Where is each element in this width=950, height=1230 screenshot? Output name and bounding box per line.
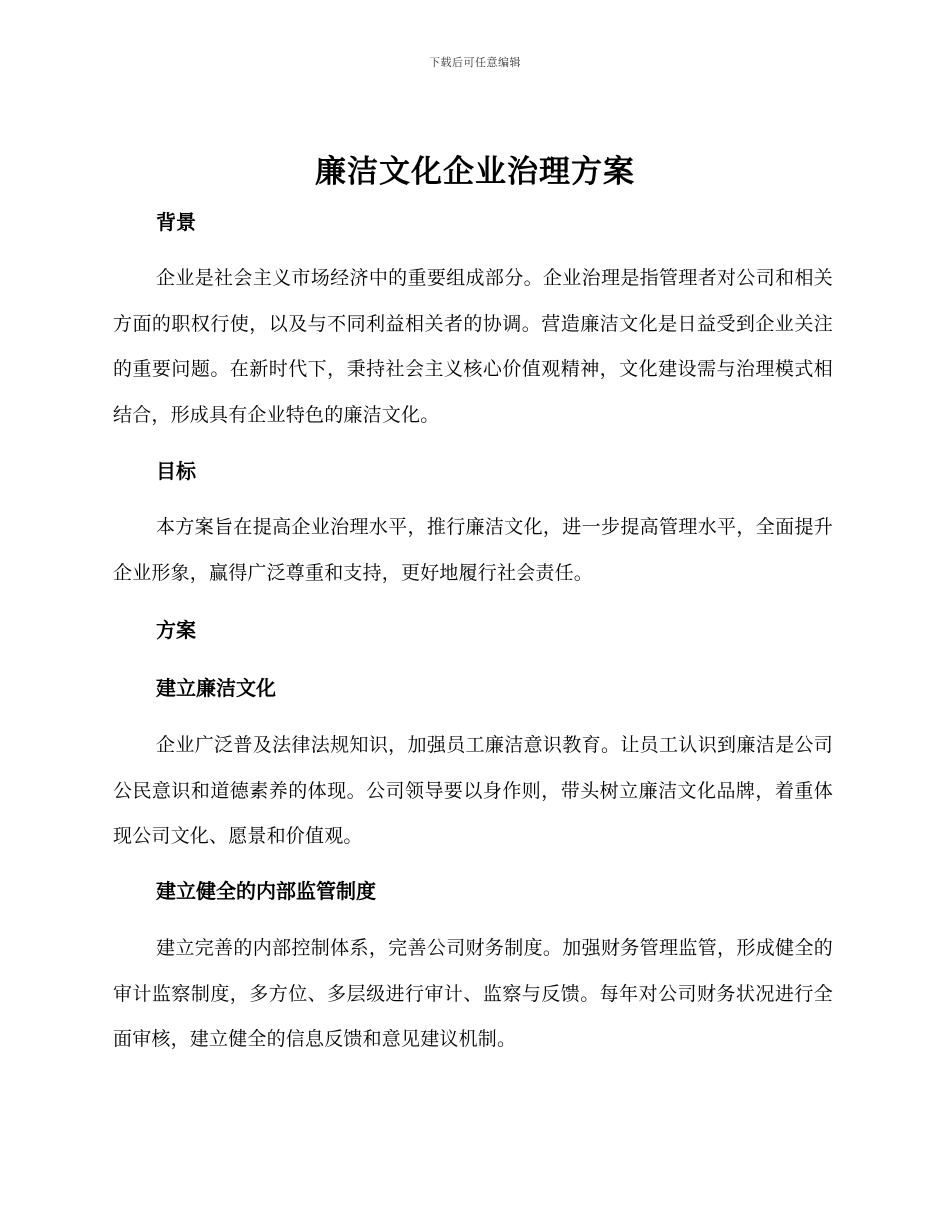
section-heading: 建立廉洁文化 <box>156 676 276 700</box>
background-paragraph-block <box>113 256 833 438</box>
plan-heading-block <box>113 616 833 644</box>
background-heading-block <box>113 208 833 236</box>
document-title: 廉洁文化企业治理方案 <box>315 154 635 190</box>
background-paragraph: 企业是社会主义市场经济中的重要组成部分。企业治理是指管理者对公司和相关方面的职权行使，以及与不同利益相关者的协调。营造廉洁文化是日益受到企业关注的重要问题。在新时代下，秉持社会主义核心价值观精神，文化建设需与治理模式相结合，形成具有企业特色的廉洁文化。 <box>113 267 833 426</box>
goal-paragraph-block <box>113 505 833 596</box>
section-paragraph: 企业广泛普及法律法规知识，加强员工廉洁意识教育。让员工认识到廉洁是公司公民意识和道德素养的体现。公司领导要以身作则，带头树立廉洁文化品牌，着重体现公司文化、愿景和价值观。 <box>113 734 833 847</box>
background-heading: 背景 <box>156 210 196 234</box>
goal-paragraph: 本方案旨在提高企业治理水平，推行廉洁文化，进一步提高管理水平，全面提升企业形象，赢得广泛尊重和支持，更好地履行社会责任。 <box>113 516 833 584</box>
section-heading: 建立健全的内部监管制度 <box>156 879 376 903</box>
section-2-heading-block <box>113 877 833 905</box>
goal-heading-block <box>113 457 833 485</box>
page-header: 下载后可任意编辑 <box>429 56 521 69</box>
section-2-paragraph-block <box>113 926 833 1063</box>
goal-heading: 目标 <box>156 459 196 483</box>
plan-heading: 方案 <box>156 618 196 642</box>
section-1-paragraph-block <box>113 723 833 860</box>
section-1-heading-block <box>113 674 833 702</box>
section-paragraph: 建立完善的内部控制体系，完善公司财务制度。加强财务管理监管，形成健全的审计监察制度，多方位、多层级进行审计、监察与反馈。每年对公司财务状况进行全面审核，建立健全的信息反馈和意见建议机制。 <box>113 937 833 1050</box>
